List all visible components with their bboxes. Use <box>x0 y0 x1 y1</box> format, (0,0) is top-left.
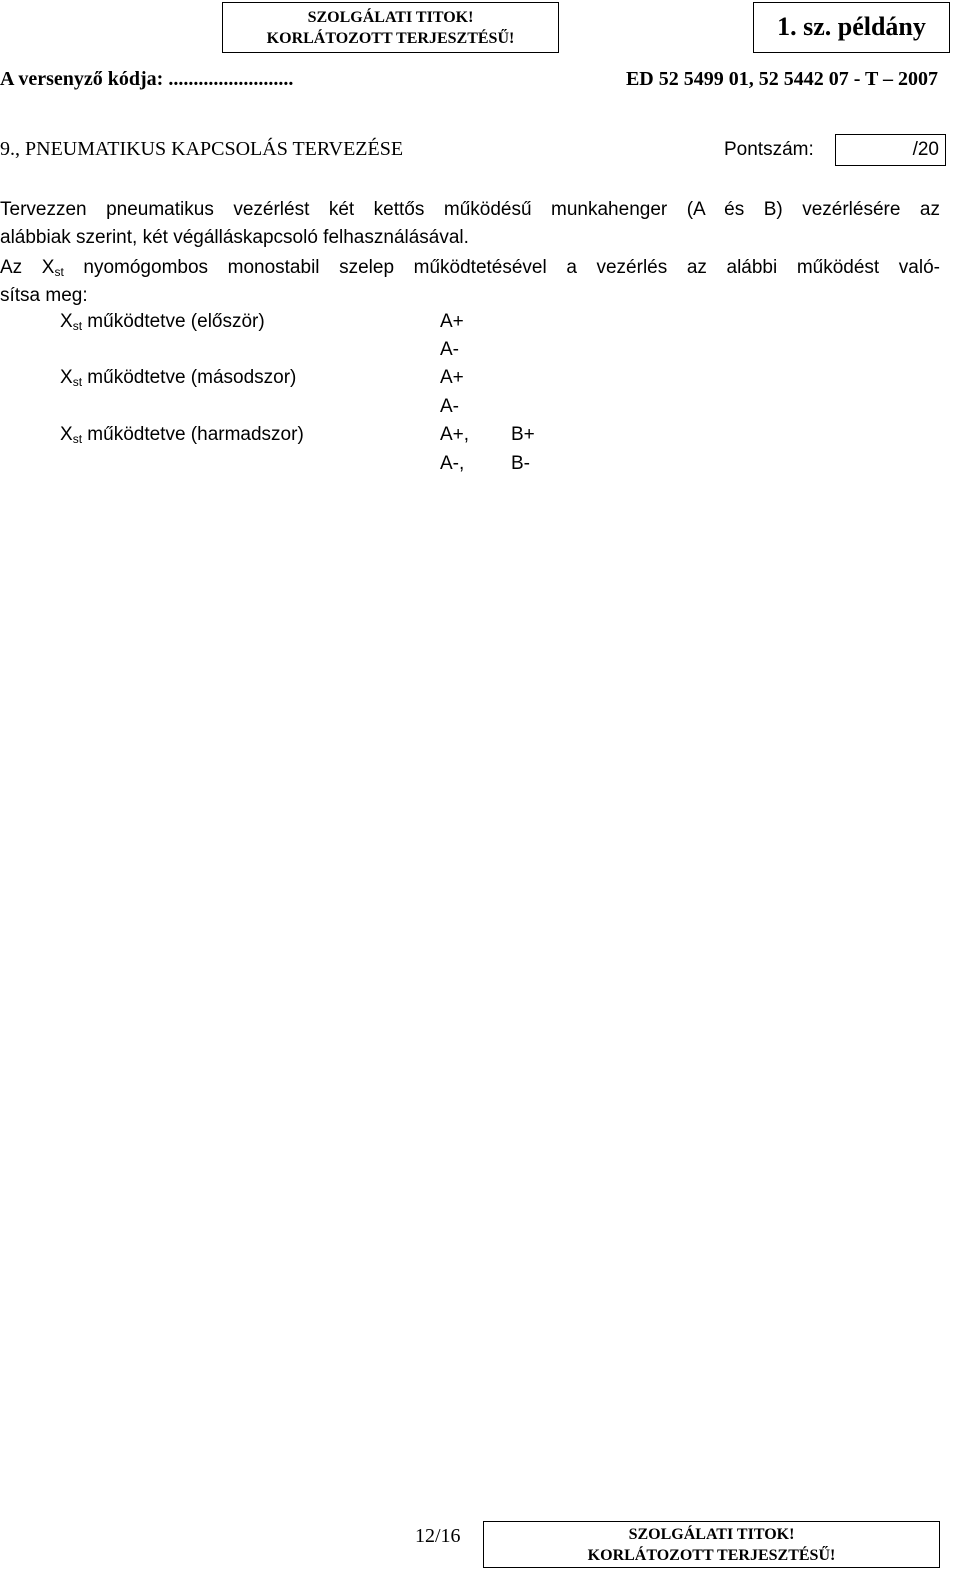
confidential-line-1: SZOLGÁLATI TITOK! <box>307 9 474 26</box>
operation-subscript: st <box>54 265 64 279</box>
operation-line-1 <box>0 254 940 282</box>
description-line-1: Tervezzen pneumatikus vezérlést két kettős működésű munkahenger (A és B) vezérlésére az <box>0 199 940 220</box>
operation-rest: nyomógombos monostabil szelep működtetésével a vezérlés az alábbi működést való- <box>63 257 940 278</box>
operation-prefix: Az X <box>0 257 55 278</box>
confidential-stamp-top <box>222 2 559 53</box>
sequence-step-5-label: $X_{st}$ működtetve (harmadszor) <box>60 424 304 446</box>
sequence-step-5-a: A+, <box>440 424 470 445</box>
task-title: 9., PNEUMATIKUS KAPCSOLÁS TERVEZÉSE <box>0 138 404 160</box>
score-box: /20 <box>835 134 946 166</box>
page-number: 12/16 <box>415 1525 461 1547</box>
sequence-step-5-b: B+ <box>511 424 535 445</box>
score-label: Pontszám: <box>724 139 814 160</box>
confidential-line-1: SZOLGÁLATI TITOK! <box>628 1526 795 1543</box>
competitor-code-field: A versenyző kódja: ......................... <box>0 68 294 90</box>
sequence-step-3-label: $X_{st}$ működtetve (másodszor) <box>60 367 297 389</box>
sequence-step-6-b: B- <box>511 453 530 474</box>
operation-line-2: sítsa meg: <box>0 284 88 306</box>
sequence-step-1-a: A+ <box>440 311 464 332</box>
sequence-step-1-label: $X_{st}$ működtetve (először) <box>60 311 265 333</box>
operation-description <box>0 254 940 309</box>
copy-number-box: 1. sz. példány <box>753 2 950 53</box>
confidential-line-2: KORLÁTOZOTT TERJESZTÉSŰ! <box>266 30 515 47</box>
sequence-step-4-a: A- <box>440 396 459 417</box>
sequence-step-3-a: A+ <box>440 367 464 388</box>
description-line-2: alábbiak szerint, két végálláskapcsoló felhasználásával. <box>0 226 469 248</box>
confidential-line-2: KORLÁTOZOTT TERJESZTÉSŰ! <box>587 1547 836 1564</box>
sequence-step-6-a: A-, <box>440 453 465 474</box>
task-description <box>0 196 940 251</box>
confidential-stamp-bottom <box>483 1521 940 1568</box>
exam-code: ED 52 5499 01, 52 5442 07 - T – 2007 <box>625 68 938 90</box>
sequence-step-2-a: A- <box>440 339 459 360</box>
